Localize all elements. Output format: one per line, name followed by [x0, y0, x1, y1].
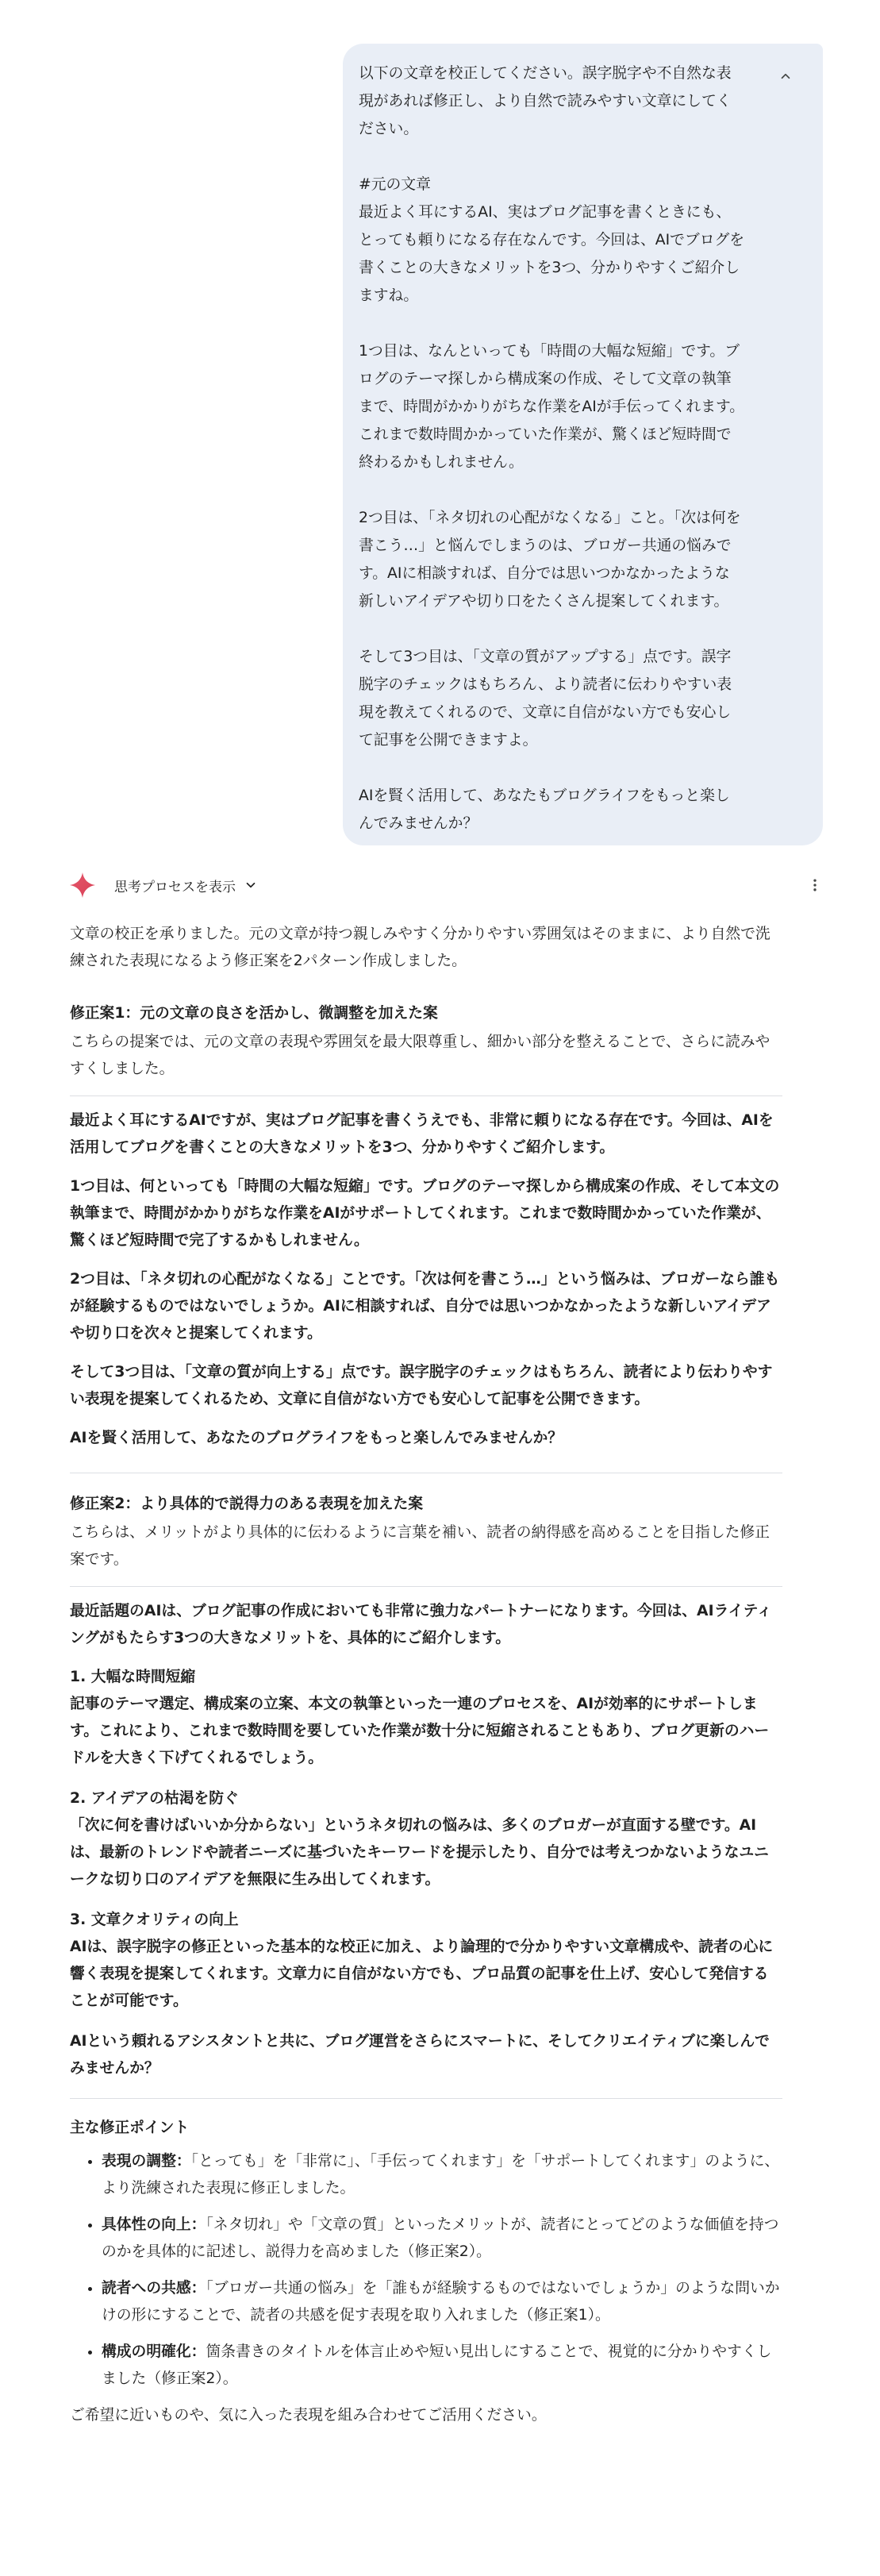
list-item	[102, 2148, 782, 2202]
user-prompt-bubble	[343, 44, 823, 845]
more-vert-icon	[807, 877, 823, 893]
point-label: 表現の調整：	[102, 2153, 191, 2170]
point-label: 構成の明確化：	[102, 2343, 206, 2360]
show-thinking-label: 思考プロセスを表示	[114, 879, 236, 895]
gemini-spark-icon	[68, 871, 97, 899]
proposal2-section-body: 「次に何を書けばいいか分からない」というネタ切れの悩みは、多くのブロガーが直面する壁です。AIは、最新のトレンドや読者ニーズに基づいたキーワードを提示したり、自分では考えつかないようなユニークな切り口のアイデアを無限に生み出してくれます。	[70, 1817, 769, 1888]
point-label: 具体性の向上：	[102, 2216, 206, 2233]
response-intro: 文章の校正を承りました。元の文章が持つ親しみやすく分かりやすい雰囲気はそのままに、より自然で洗練された表現になるよう修正案を2パターン作成しました。	[70, 926, 770, 969]
proposal1-paragraph: そして3つ目は、「文章の質が向上する」点です。誤字脱字のチェックはもちろん、読者により伝わりやすい表現を提案してくれるため、文章に自信がない方でも安心して記事を公開できます。	[70, 1364, 773, 1407]
show-thinking-toggle[interactable]	[114, 876, 258, 895]
chevron-up-icon	[778, 69, 793, 83]
user-prompt-text: 以下の文章を校正してください。誤字脱字や不自然な表 現があれば修正し、より自然で読みやすい文章にしてく ださい。 #元の文章 最近よく耳にするAI、実はブログ記事を書くときにも、 とっても頼りになる存在なんです。今回は、AIでブログを 書くことの大きなメリットを3つ、分かりやすくご紹介し ますね。 1つ目は、なんといっても「時間の大幅な短縮」です。ブ ログのテーマ探しから構成案の作成、そして文章の執筆 まで、時間がかかりがちな作業をAIが手伝ってくれます。 これまで数時間かかっていた作業が、驚くほど短時間で 終わるかもしれません。 2つ目は、「ネタ切れの心配がなくなる」こと。「次は何を 書こう…」と悩んでしまうのは、ブロガー共通の悩みで す。AIに相談すれば、自分では思いつかなかったような 新しいアイデアや切り口をたくさん提案してくれます。 そして3つ目は、「文章の質がアップする」点です。誤字 脱字のチェックはもちろん、より読者に伝わりやすい表 現を教えてくれるので、文章に自信がない方でも安心し て記事を公開できますよ。 AIを賢く活用して、あなたもブログライフをもっと楽し んでみませんか？	[359, 65, 745, 832]
point-label: 読者への共感：	[102, 2280, 206, 2297]
proposal2-section-title: 3. 文章クオリティの向上	[70, 1912, 239, 1928]
proposal1-paragraph: AIを賢く活用して、あなたのブログライフをもっと楽しんでみませんか？	[70, 1430, 563, 1446]
point-text: 「とっても」を「非常に」、「手伝ってくれます」を「サポートしてくれます」のように、より洗練された表現に修正しました。	[102, 2153, 780, 2197]
proposal2-closing: AIという頼れるアシスタントと共に、ブログ運営をさらにスマートに、そしてクリエイティブに楽しんでみませんか？	[70, 2033, 770, 2077]
proposal2-section-body: 記事のテーマ選定、構成案の立案、本文の執筆といった一連のプロセスを、AIが効率的にサポートします。これにより、これまで数時間を要していた作業が数十分に短縮されることもあり、ブログ更新のハードルを大きく下げてくれるでしょう。	[70, 1696, 770, 1766]
model-response-body	[70, 921, 782, 2429]
model-response-header	[68, 869, 824, 901]
proposal1-paragraph: 2つ目は、「ネタ切れの心配がなくなる」ことです。「次は何を書こう…」という悩みは、ブロガーなら誰もが経験するものではないでしょうか。AIに相談すれば、自分では思いつかなかったような新しいアイデアや切り口を次々と提案してくれます。	[70, 1271, 780, 1342]
proposal1-description: こちらの提案では、元の文章の表現や雰囲気を最大限尊重し、細かい部分を整えることで、さらに読みやすくしました。	[70, 1034, 770, 1077]
proposal2-section-title: 2. アイデアの枯渇を防ぐ	[70, 1790, 239, 1807]
divider	[70, 1586, 782, 1587]
list-item	[102, 2275, 782, 2329]
proposal2-title: 修正案2：より具体的で説得力のある表現を加えた案	[70, 1496, 424, 1512]
proposal2-section-body: AIは、誤字脱字の修正といった基本的な校正に加え、より論理的で分かりやすい文章構成や、読者の心に響く表現を提案してくれます。文章力に自信がない方でも、プロ品質の記事を仕上げ、安心して発信することが可能です。	[70, 1939, 774, 2009]
more-options-button[interactable]	[805, 876, 824, 895]
proposal2-description: こちらは、メリットがより具体的に伝わるように言葉を補い、読者の納得感を高めることを目指した修正案です。	[70, 1524, 770, 1568]
points-title: 主な修正ポイント	[70, 2120, 190, 2136]
list-item	[102, 2212, 782, 2266]
proposal2-intro: 最近話題のAIは、ブログ記事の作成においても非常に強力なパートナーになります。今回は、AIライティングがもたらす3つの大きなメリットを、具体的にご紹介します。	[70, 1603, 772, 1646]
point-text: 「ネタ切れ」や「文章の質」といったメリットが、読者にとってどのような価値を持つのかを具体的に記述し、説得力を高めました（修正案2）。	[102, 2216, 779, 2260]
proposal1-title: 修正案1：元の文章の良さを活かし、微調整を加えた案	[70, 1005, 438, 1022]
list-item	[102, 2339, 782, 2393]
chevron-down-icon	[244, 878, 258, 892]
proposal1-paragraph: 最近よく耳にするAIですが、実はブログ記事を書くうえでも、非常に頼りになる存在です。今回は、AIを活用してブログを書くことの大きなメリットを3つ、分かりやすくご紹介します。	[70, 1112, 774, 1156]
divider	[70, 1095, 782, 1096]
point-text: 箇条書きのタイトルを体言止めや短い見出しにすることで、視覚的に分かりやすくしました（修正案2）。	[102, 2343, 772, 2387]
divider	[70, 2098, 782, 2099]
response-closing: ご希望に近いものや、気に入った表現を組み合わせてご活用ください。	[70, 2407, 547, 2424]
point-text: 「ブロガー共通の悩み」を「誰もが経験するものではないでしょうか」のような問いかけの形にすることで、読者の共感を促す表現を取り入れました（修正案1）。	[102, 2280, 780, 2324]
points-list	[70, 2148, 782, 2393]
proposal1-paragraph: 1つ目は、何といっても「時間の大幅な短縮」です。ブログのテーマ探しから構成案の作成、そして本文の執筆まで、時間がかかりがちな作業をAIがサポートしてくれます。これまで数時間かかっていた作業が、驚くほど短時間で完了するかもしれません。	[70, 1178, 780, 1249]
proposal2-section-title: 1. 大幅な時間短縮	[70, 1669, 196, 1685]
collapse-prompt-button[interactable]	[774, 64, 797, 88]
